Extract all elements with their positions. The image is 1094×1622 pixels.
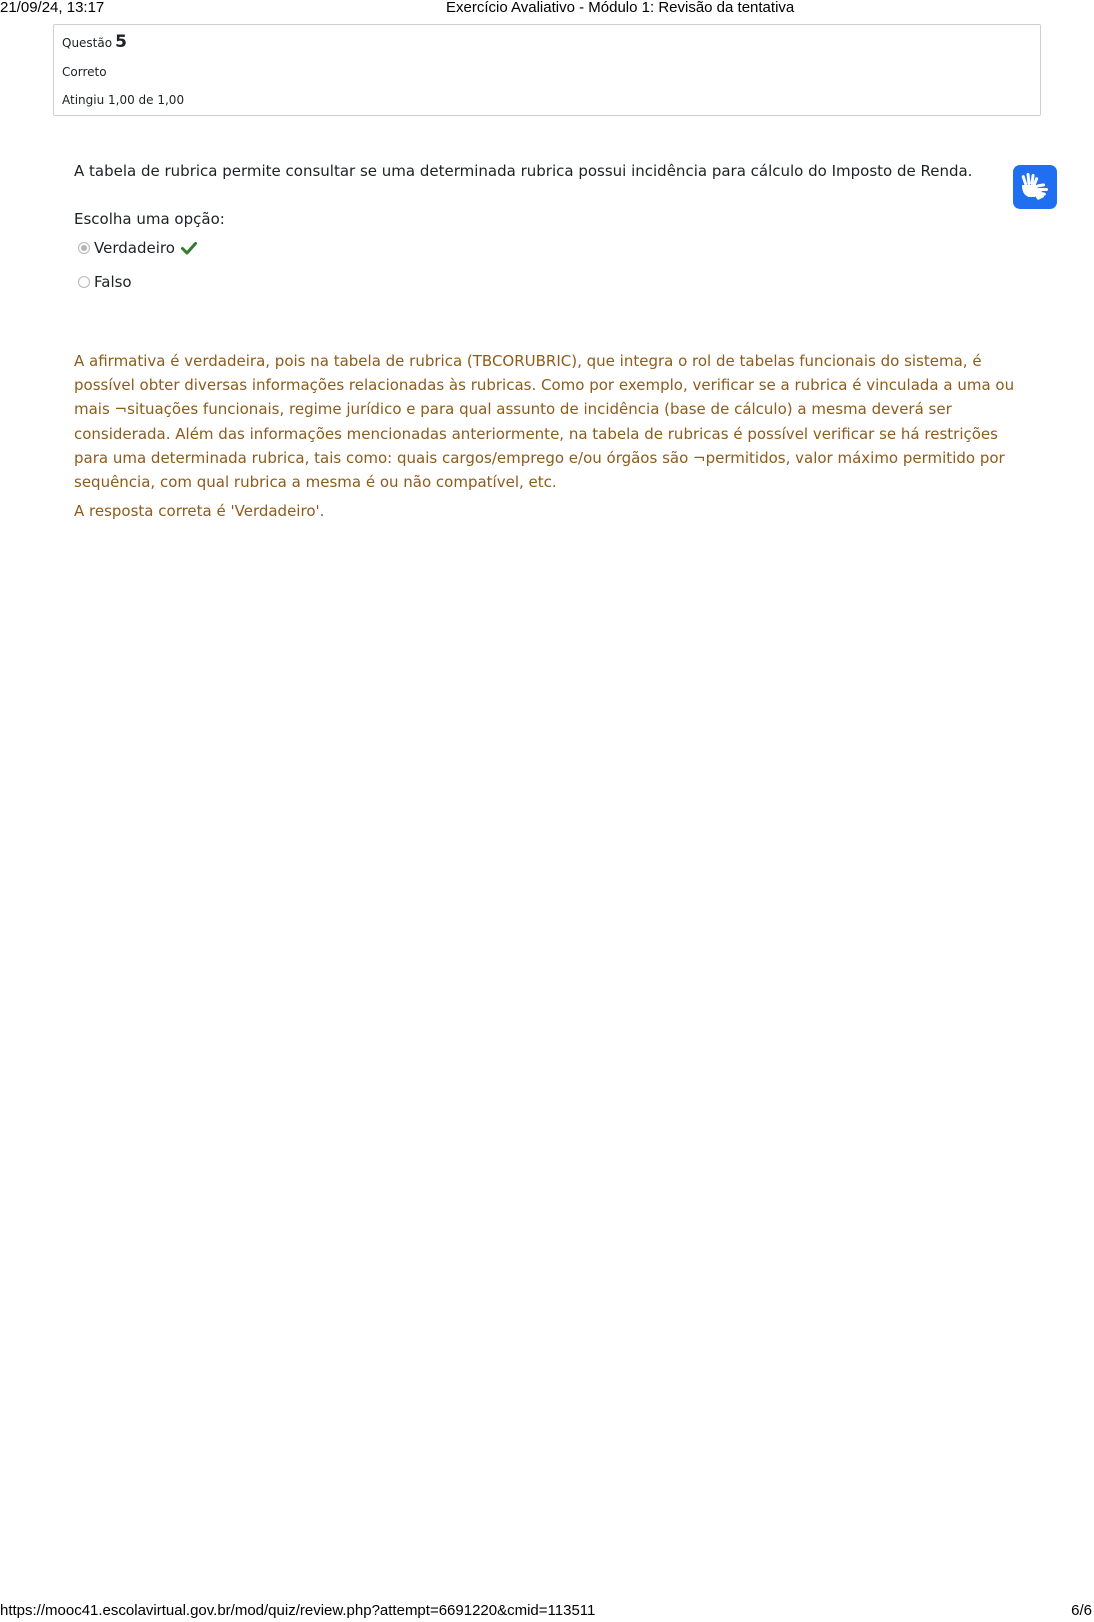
answer-option-true[interactable] xyxy=(78,239,197,257)
vlibras-accessibility-button[interactable] xyxy=(1013,165,1057,209)
radio-true[interactable] xyxy=(78,242,90,254)
print-datetime: 21/09/24, 13:17 xyxy=(0,0,105,16)
question-text: A tabela de rubrica permite consultar se uma determinada rubrica possui incidência para cálculo do Imposto de Renda. xyxy=(74,162,973,180)
question-number-value: 5 xyxy=(115,32,127,52)
question-number xyxy=(62,32,127,52)
choice-prompt: Escolha uma opção: xyxy=(74,210,225,228)
check-icon xyxy=(181,241,197,255)
question-info-box xyxy=(53,24,1041,116)
print-url: https://mooc41.escolavirtual.gov.br/mod/quiz/review.php?attempt=6691220&cmid=113511 xyxy=(0,1602,596,1619)
right-answer: A resposta correta é 'Verdadeiro'. xyxy=(74,502,325,520)
answer-option-false[interactable] xyxy=(78,273,132,291)
print-page-number: 6/6 xyxy=(1071,1602,1092,1619)
answer-option-label: Falso xyxy=(94,273,132,291)
print-footer xyxy=(0,1603,1094,1621)
question-state: Correto xyxy=(62,65,107,79)
question-label: Questão xyxy=(62,36,113,50)
question-grade: Atingiu 1,00 de 1,00 xyxy=(62,93,185,107)
radio-false[interactable] xyxy=(78,276,90,288)
vlibras-hands-icon xyxy=(1013,165,1057,209)
answer-option-label: Verdadeiro xyxy=(94,239,175,257)
general-feedback: A afirmativa é verdadeira, pois na tabela de rubrica (TBCORUBRIC), que integra o rol de tabelas funcionais do sistema, é possível obter diversas informações relacionadas às rubricas. Como por exemplo, verificar se a rubrica é vinculada a uma ou mais ¬situações funcionais, regime jurídico e para qual assunto de incidência (base de cálculo) a mesma deverá ser considerada. Além das informações mencionadas anteriormente, na tabela de rubricas é possível verificar se há restrições para uma determinada rubrica, tais como: quais cargos/emprego e/ou órgãos são ¬permitidos, valor máximo permitido por sequência, com qual rubrica a mesma é ou não compatível, etc. xyxy=(74,352,1015,492)
print-header xyxy=(0,0,1094,18)
print-page-title: Exercício Avaliativo - Módulo 1: Revisão da tentativa xyxy=(446,0,795,16)
